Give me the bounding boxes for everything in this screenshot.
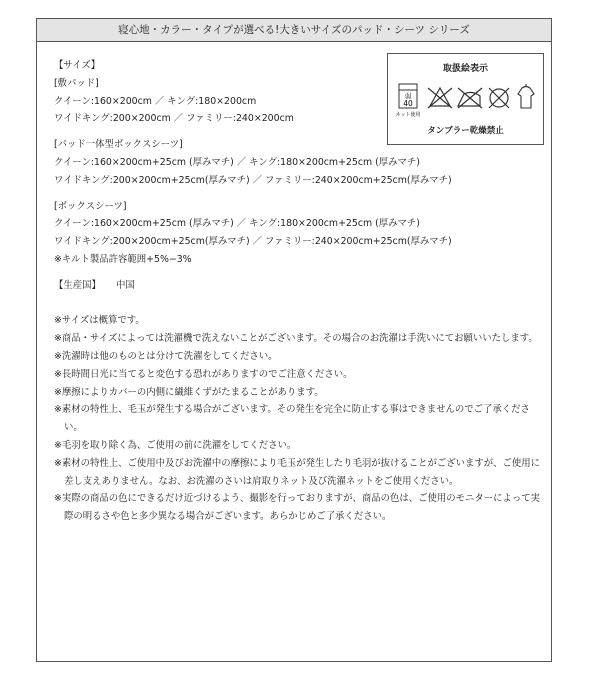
note-item: ※商品・サイズによっては洗濯機で洗えないことがございます。その場合のお洗濯は手洗いにてお願いいたします。 [54, 333, 538, 345]
pad-label: [敷パッド] [54, 77, 99, 89]
box-sheet-label: [ボックスシーツ] [54, 200, 127, 212]
integrated-box-sheet-label: [パッド一体型ボックスシーツ] [54, 139, 183, 151]
origin-value: 中国 [116, 279, 135, 291]
note-item: ※長時間日光に当てると変色する恐れがありますのでご注意ください。 [54, 368, 353, 380]
care-label-title: 取扱絵表示 [442, 64, 488, 74]
box-sheet-line-1: クイーン:160×200cm+25cm (厚みマチ) ／ キング:180×200cm+25cm (厚みマチ) [54, 218, 420, 230]
wash-temp-text: 40 [403, 99, 413, 108]
product-details [54, 57, 541, 526]
pad-size-line-2: ワイドキング:200×200cm ／ ファミリー:240×200cm [54, 113, 294, 125]
box-sheet-line-2: ワイドキング:200×200cm+25cm(厚みマチ) ／ ファミリー:240×200cm+25cm(厚みマチ) [54, 236, 452, 248]
note-item: ※摩擦によりカバーの内側に繊維くずがたまることがあります。 [54, 386, 324, 398]
origin-row [54, 277, 541, 295]
note-item: ※洗濯時は他のものとは分けて洗濯をしてください。 [54, 350, 278, 362]
note-item: ※サイズは概算です。 [54, 315, 145, 327]
integrated-box-sheet-line-1: クイーン:160×200cm+25cm (厚みマチ) ／ キング:180×200cm+25cm (厚みマチ) [54, 156, 420, 168]
note-item: ※素材の特性上、毛玉が発生する場合がございます。その発生を完全に防止する事はできませんのでご了承ください。 [54, 404, 530, 434]
integrated-box-sheet-line-2: ワイドキング:200×200cm+25cm(厚みマチ) ／ ファミリー:240×200cm+25cm(厚みマチ) [54, 174, 452, 186]
size-heading: 【サイズ】 [54, 60, 101, 71]
quilt-tolerance: ※キルト製品許容範囲+5%−3% [54, 253, 192, 265]
pad-size-line-1: クイーン:160×200cm ／ キング:180×200cm [54, 95, 257, 107]
product-info-frame [36, 18, 552, 662]
note-item: ※毛羽を取り除く為、ご使用の前に洗濯をしてください。 [54, 439, 297, 451]
series-title: 寝心地・カラー・タイプが選べる!大きいサイズのパッド・シーツ シリーズ [37, 19, 551, 42]
wash-strength-text: 弱 [404, 92, 412, 100]
note-item: ※実際の商品の色にできるだけ近づけるよう、撮影を行っておりますが、商品の色は、ご使用のモニターによって実際の明るさや色と多少異なる場合がございます。あらかじめご了承ください。 [54, 493, 540, 523]
origin-label: 【生産国】 [54, 279, 101, 291]
note-item: ※素材の特性上、ご使用中及びお洗濯中の摩擦により毛玉が発生したり毛羽が抜けることがございますが、ご使用に差し支えありません。なお、お洗濯のさいは肩取りネット及び洗濯ネットをご使用ください。 [54, 457, 540, 487]
care-label-footer: タンブラー乾燥禁止 [427, 126, 504, 136]
wash-net-caption: ネット使用 [395, 112, 421, 118]
